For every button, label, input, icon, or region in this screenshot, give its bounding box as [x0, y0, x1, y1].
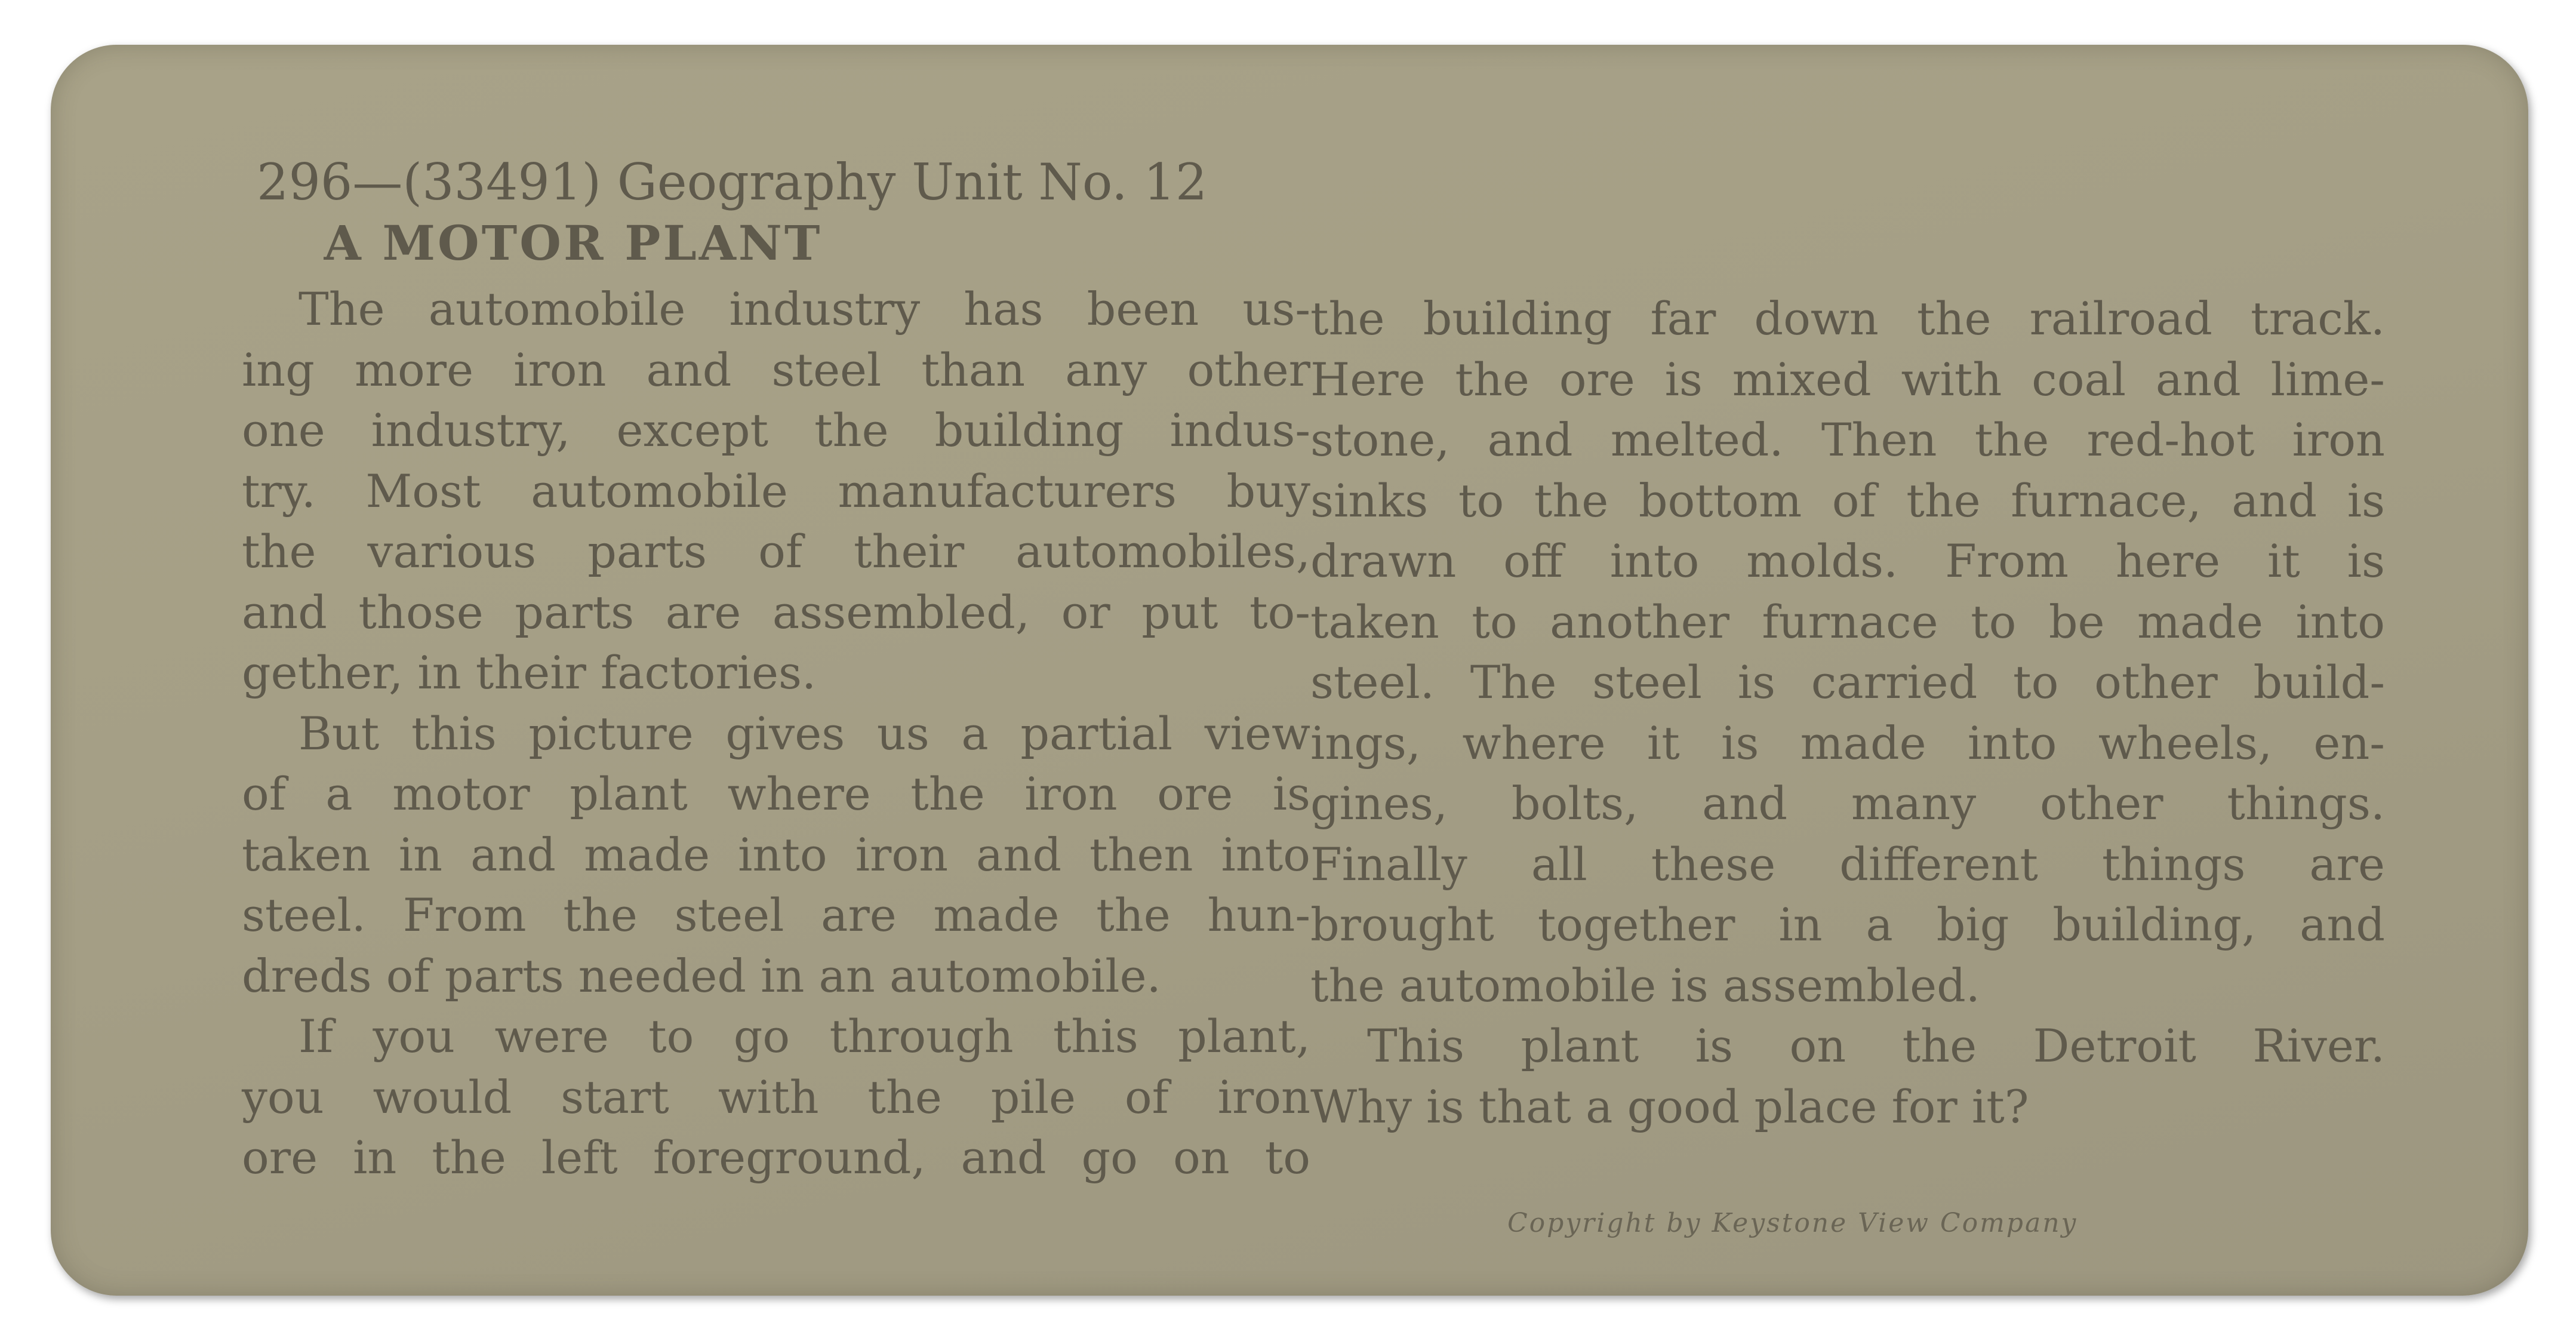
card-title: A MOTOR PLANT — [324, 215, 823, 271]
text-line: try. Most automobile manufacturers buy — [242, 464, 1310, 518]
text-line: the automobile is assembled. — [1310, 958, 1980, 1012]
text-line: brought together in a big building, and — [1310, 898, 2385, 951]
text-line: gether, in their factories. — [242, 646, 817, 699]
text-line: ore in the left foreground, and go on to — [242, 1131, 1310, 1184]
text-line: the various parts of their automobiles, — [242, 525, 1310, 578]
text-line: Why is that a good place for it? — [1310, 1079, 2029, 1133]
text-line: Finally all these different things are — [1310, 837, 2385, 891]
text-line: drawn off into molds. From here it is — [1310, 534, 2385, 588]
text-line: steel. The steel is carried to other build- — [1310, 656, 2385, 709]
stereoview-card-back — [51, 45, 2528, 1296]
text-line: steel. From the steel are made the hun- — [242, 888, 1310, 942]
text-line: ing more iron and steel than any other — [242, 343, 1310, 396]
text-line: ings, where it is made into wheels, en- — [1310, 716, 2385, 770]
copyright-notice: Copyright by Keystone View Company — [1507, 1208, 2078, 1238]
text-line: you would start with the pile of iron — [242, 1070, 1310, 1124]
text-line: Here the ore is mixed with coal and lime- — [1310, 352, 2385, 406]
text-line: taken in and made into iron and then into — [242, 828, 1310, 881]
card-header: 296—(33491) Geography Unit No. 12 — [257, 153, 1208, 211]
text-line: and those parts are assembled, or put to- — [242, 585, 1310, 639]
left-text-column — [242, 279, 1310, 1188]
text-line: stone, and melted. Then the red-hot iron — [1310, 413, 2385, 466]
text-line: taken to another furnace to be made into — [1310, 595, 2385, 648]
text-line: of a motor plant where the iron ore is — [242, 767, 1310, 820]
text-line: The automobile industry has been us- — [298, 282, 1310, 336]
text-line: dreds of parts needed in an automobile. — [242, 949, 1161, 1002]
text-line: But this picture gives us a partial view — [298, 706, 1310, 760]
text-line: This plant is on the Detroit River. — [1367, 1019, 2385, 1072]
text-line: the building far down the railroad track. — [1310, 292, 2385, 345]
text-line: gines, bolts, and many other things. — [1310, 777, 2385, 830]
text-line: sinks to the bottom of the furnace, and is — [1310, 473, 2385, 527]
text-line: one industry, except the building indus- — [242, 404, 1310, 457]
right-text-column — [1310, 288, 2385, 1137]
text-line: If you were to go through this plant, — [298, 1010, 1310, 1063]
